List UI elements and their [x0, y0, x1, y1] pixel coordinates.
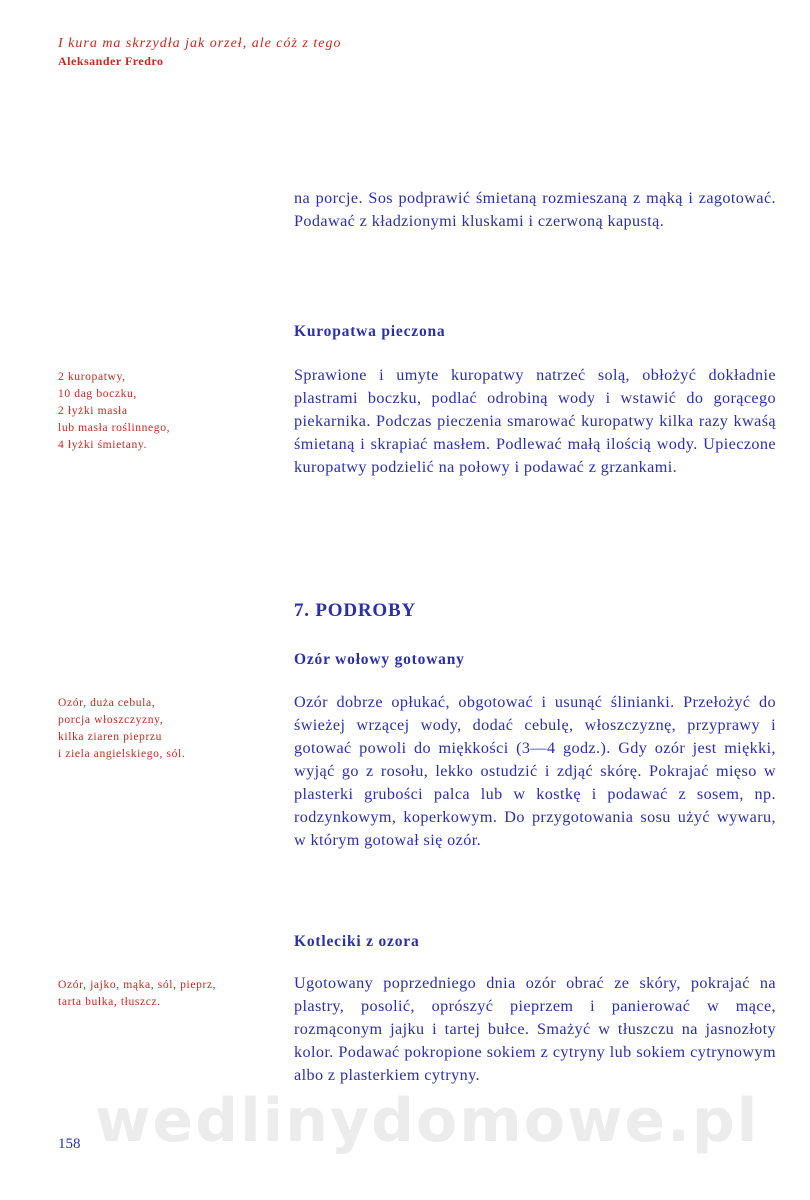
ingredients-kuropatwa [58, 368, 278, 453]
recipe-title-kotleciki: Kotleciki z ozora [294, 933, 420, 950]
ingredient-line: Ozór, jajko, mąka, sól, pieprz, [58, 978, 217, 991]
epigraph-quote: I kura ma skrzydła jak orzeł, ale cóż z tego [58, 36, 342, 51]
ingredient-line: 10 dag boczku, [58, 387, 137, 400]
ingredient-line: kilka ziaren pieprzu [58, 730, 163, 743]
recipe-text-ozor: Ozór dobrze opłukać, obgotować i usunąć ślinianki. Przełożyć do świeżej wrzącej wody, dodać cebulę, włoszczyznę, przyprawy i gotować powoli do miękkości (3—4 godz.). Gdy ozór jest miękki, wyjąć go z rosołu, lekko ostudzić i zdjąć skórę. Pokrajać mięso w plasterki grubości palca lub w kostkę i podawać z sosem, np. rodzynkowym, koperkowym. Do przygotowania sosu użyć wywaru, w którym gotował się ozór. [294, 693, 776, 849]
recipe-title-ozor: Ozór wołowy gotowany [294, 651, 465, 668]
ingredient-line: 4 łyżki śmietany. [58, 438, 147, 451]
section-heading: 7. PODROBY [294, 600, 416, 621]
intro-paragraph: na porcje. Sos podprawić śmietaną rozmieszaną z mąką i zagotować. Podawać z kładzionymi kluskami i czerwoną kapustą. [294, 189, 776, 230]
ingredient-line: 2 łyżki masła [58, 404, 128, 417]
epigraph-author: Aleksander Fredro [58, 54, 164, 68]
page-number: 158 [58, 1136, 81, 1152]
ingredient-line: porcja włoszczyzny, [58, 713, 164, 726]
ingredients-kotleciki [58, 976, 278, 1010]
ingredient-line: lub masła roślinnego, [58, 421, 171, 434]
ingredient-line: tarta bułka, tłuszcz. [58, 995, 161, 1008]
ingredient-line: 2 kuropatwy, [58, 370, 126, 383]
recipe-title-kuropatwa: Kuropatwa pieczona [294, 323, 446, 340]
recipe-text-kuropatwa: Sprawione i umyte kuropatwy natrzeć solą, obłożyć dokładnie plastrami boczku, podlać odrobiną wody i wstawić do gorącego piekarnika. Podczas pieczenia smarować kuropatwy kilka razy kwaśą śmietaną i skrapiać masłem. Podlewać małą ilością wody. Upieczone kuropatwy podzielić na połowy i podawać z grzankami. [294, 366, 776, 476]
recipe-text-kotleciki: Ugotowany poprzedniego dnia ozór obrać ze skóry, pokrajać na plastry, posolić, oprószyć pieprzem i panierować w mące, rozmąconym jajku i tartej bułce. Smażyć w tłuszczu na jasnozłoty kolor. Podawać pokropione sokiem z cytryny lub sokiem cytrynowym albo z plasterkiem cytryny. [294, 974, 776, 1084]
ingredient-line: i ziela angielskiego, sól. [58, 747, 186, 760]
watermark: wedlinydomowe.pl [95, 1086, 760, 1156]
ingredients-ozor [58, 694, 278, 762]
ingredient-line: Ozór, duża cebula, [58, 696, 156, 709]
